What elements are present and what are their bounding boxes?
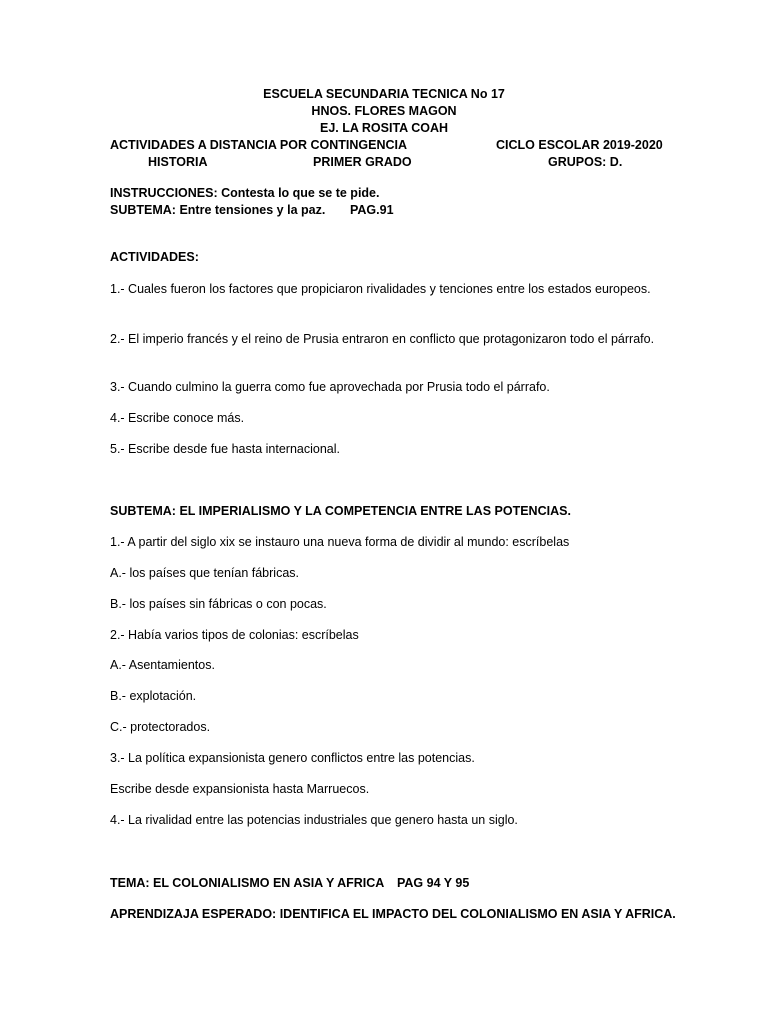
subtheme-2-item: 4.- La rivalidad entre las potencias industriales que genero hasta un siglo.: [110, 813, 518, 827]
subtheme-2-item: B.- explotación.: [110, 689, 197, 703]
theme-title: TEMA: EL COLONIALISMO EN ASIA Y AFRICA: [110, 876, 385, 890]
school-name: HNOS. FLORES MAGON: [311, 104, 457, 118]
school-location: EJ. LA ROSITA COAH: [319, 121, 448, 135]
subtheme-2-item: 3.- La política expansionista genero conflictos entre las potencias.: [110, 751, 475, 765]
subtheme-2-item: Escribe desde expansionista hasta Marruecos.: [110, 782, 370, 796]
activity-item: 2.- El imperio francés y el reino de Prusia entraron en conflicto que protagonizaron todo el párrafo.: [110, 332, 655, 346]
subtheme-1-page: PAG.91: [350, 203, 394, 217]
activities-title: ACTIVIDADES:: [110, 250, 199, 264]
subtheme-2-item: 1.- A partir del siglo xix se instauro una nueva forma de dividir al mundo: escríbelas: [110, 535, 570, 549]
activity-item: 1.- Cuales fueron los factores que propiciaron rivalidades y tenciones entre los estados europeos.: [110, 282, 651, 296]
subtheme-2-item: C.- protectorados.: [110, 720, 211, 734]
activity-item: 4.- Escribe conoce más.: [110, 411, 245, 425]
theme-pages: PAG 94 Y 95: [397, 876, 470, 890]
activities-heading: ACTIVIDADES A DISTANCIA POR CONTINGENCIA: [110, 138, 407, 152]
activity-item: 3.- Cuando culmino la guerra como fue aprovechada por Prusia todo el párrafo.: [110, 380, 550, 394]
school-cycle: CICLO ESCOLAR 2019-2020: [496, 138, 663, 152]
school-title: ESCUELA SECUNDARIA TECNICA No 17: [263, 87, 505, 101]
subtheme-2-item: 2.- Había varios tipos de colonias: escríbelas: [110, 628, 359, 642]
subtheme-2-item: A.- Asentamientos.: [110, 658, 215, 672]
subject-label: HISTORIA: [148, 155, 208, 169]
activity-item: 5.- Escribe desde fue hasta internacional.: [110, 442, 340, 456]
subtheme-2-title: SUBTEMA: EL IMPERIALISMO Y LA COMPETENCIA ENTRE LAS POTENCIAS.: [110, 504, 571, 518]
subtheme-2-item: B.- los países sin fábricas o con pocas.: [110, 597, 327, 611]
subtheme-1-title: SUBTEMA: Entre tensiones y la paz.: [110, 203, 326, 217]
grade-label: PRIMER GRADO: [313, 155, 412, 169]
groups-label: GRUPOS: D.: [548, 155, 623, 169]
expected-learning: APRENDIZAJA ESPERADO: IDENTIFICA EL IMPACTO DEL COLONIALISMO EN ASIA Y AFRICA.: [110, 907, 676, 921]
subtheme-2-item: A.- los países que tenían fábricas.: [110, 566, 299, 580]
instructions: INSTRUCCIONES: Contesta lo que se te pide.: [110, 186, 380, 200]
